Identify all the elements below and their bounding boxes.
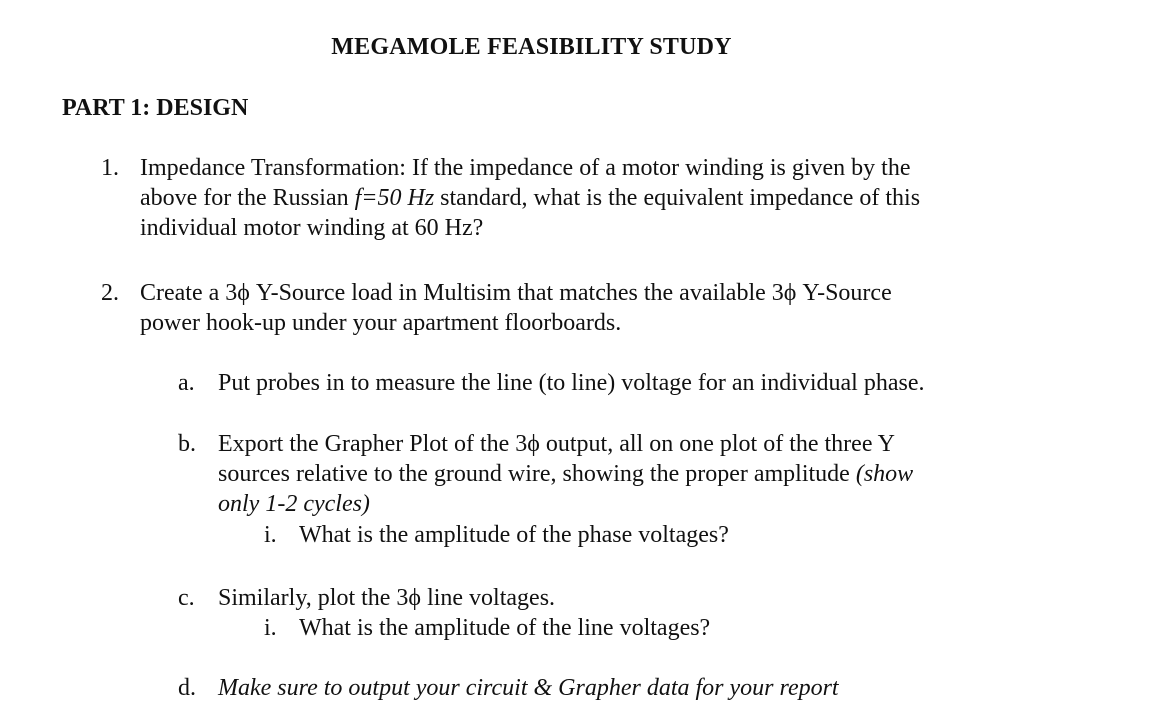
question-1-line-1: Impedance Transformation: If the impedance of a motor winding is given by the (140, 155, 911, 181)
item-b-i-label: i. (264, 522, 277, 548)
item-c-i-text: What is the amplitude of the line voltages? (299, 615, 711, 641)
item-b-line-1: Export the Grapher Plot of the 3ϕ output, all on one plot of the three Y (218, 431, 895, 457)
item-b-line-2-pre: sources relative to the ground wire, showing the proper amplitude (218, 461, 856, 487)
question-2-line-2: power hook-up under your apartment floorboards. (140, 310, 622, 336)
question-1-line-3: individual motor winding at 60 Hz? (140, 215, 484, 241)
item-b-label: b. (178, 431, 196, 457)
item-b-line-2-italic: (show (855, 461, 914, 487)
item-d-text: Make sure to output your circuit & Grapher data for your report (218, 675, 839, 701)
item-c-text: Similarly, plot the 3ϕ line voltages. (218, 585, 556, 611)
item-b-line-2 (218, 459, 913, 489)
question-1-frequency: f=50 Hz (354, 185, 435, 211)
item-a-label: a. (178, 370, 195, 396)
question-1-line-2 (140, 183, 920, 213)
part-heading: PART 1: DESIGN (62, 95, 249, 121)
question-1-number: 1. (101, 155, 119, 181)
question-2-line-1: Create a 3ϕ Y-Source load in Multisim that matches the available 3ϕ Y-Source (140, 280, 892, 306)
item-c-i-label: i. (264, 615, 277, 641)
document-title: MEGAMOLE FEASIBILITY STUDY (331, 34, 732, 60)
item-b-line-3: only 1-2 cycles) (218, 491, 370, 517)
item-c-label: c. (178, 585, 195, 611)
item-d-label: d. (178, 675, 196, 701)
question-1-line-2-pre: above for the Russian (140, 185, 355, 211)
item-b-i-text: What is the amplitude of the phase voltages? (299, 522, 729, 548)
question-2-number: 2. (101, 280, 119, 306)
question-1-line-2-post: standard, what is the equivalent impedance of this (434, 185, 921, 211)
item-a-text: Put probes in to measure the line (to line) voltage for an individual phase. (218, 370, 925, 396)
